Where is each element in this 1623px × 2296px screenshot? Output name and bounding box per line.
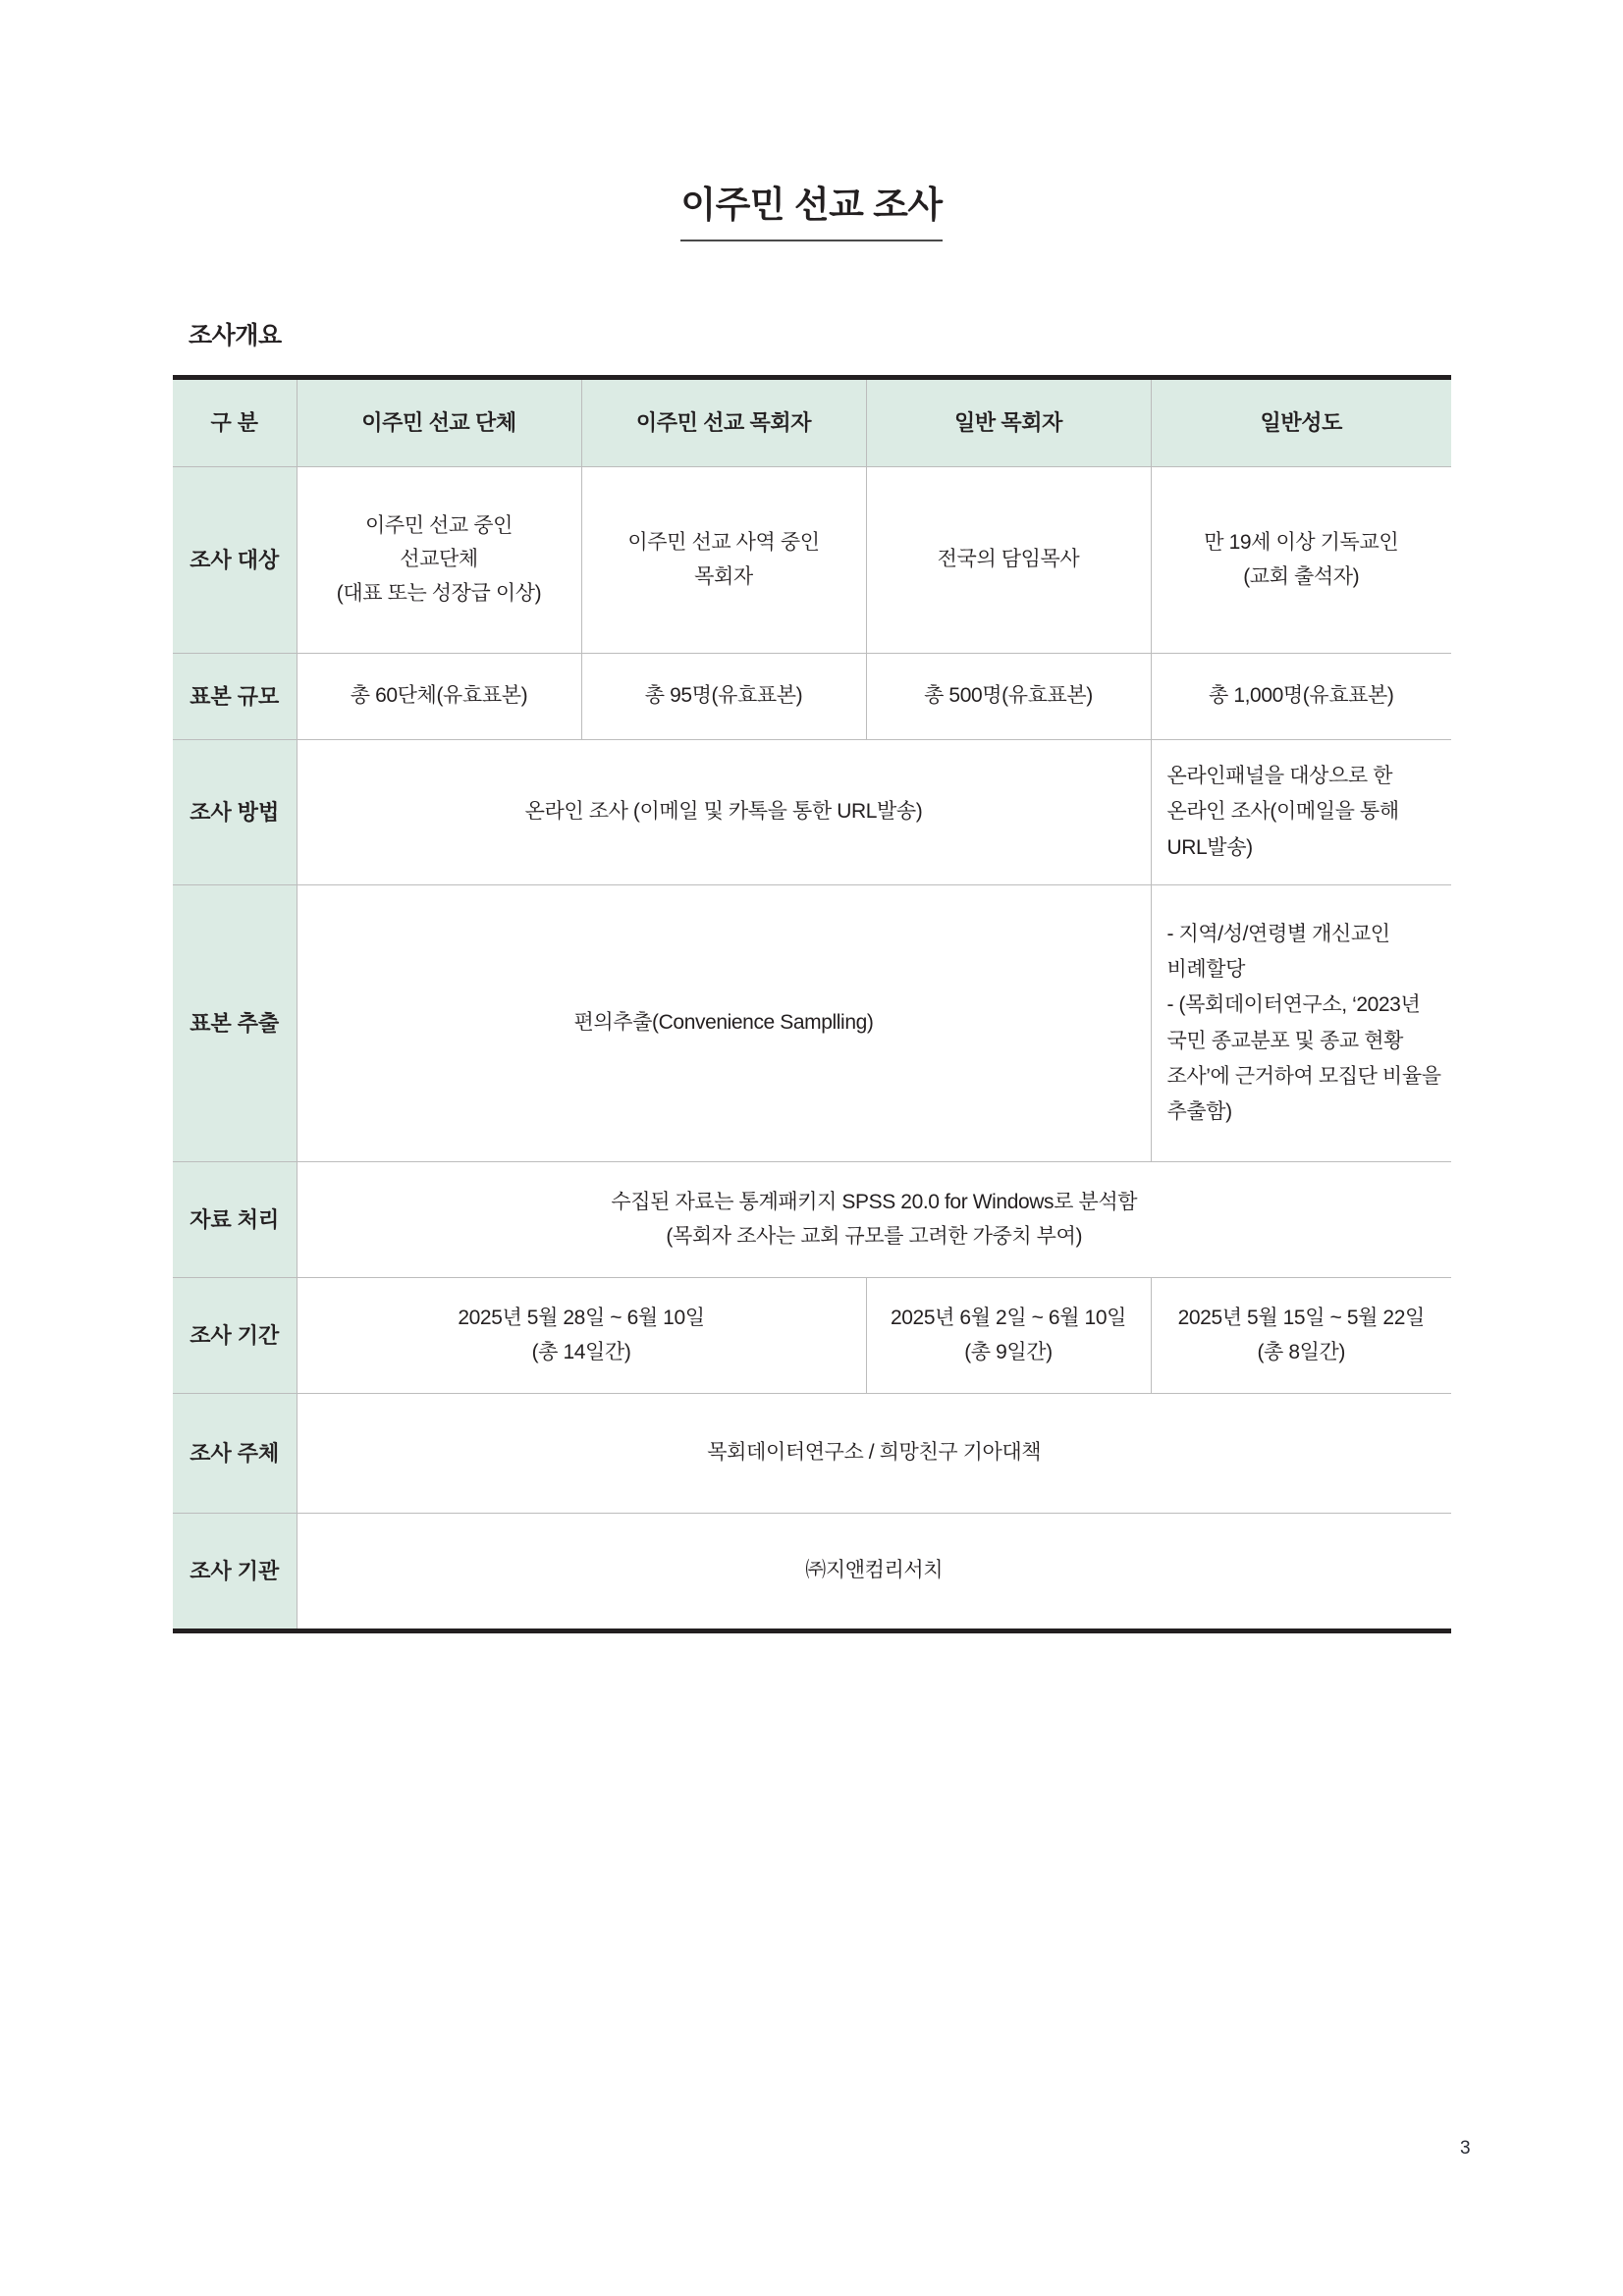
column-header-category: 구 분 [173,378,297,467]
cell-sampling-merged: 편의추출(Convenience Samplling) [297,885,1151,1162]
cell-target-general-pastor: 전국의 담임목사 [866,467,1151,654]
cell-data-processing: 수집된 자료는 통계패키지 SPSS 20.0 for Windows로 분석함 (목회자 조사는 교회 규모를 고려한 가중치 부여) [297,1162,1451,1278]
row-label-sample-size: 표본 규모 [173,654,297,740]
row-label-survey-method: 조사 방법 [173,740,297,885]
cell-sampling-general-member: - 지역/성/연령별 개신교인 비례할당 - (목회데이터연구소, ‘2023년 국민 종교분포 및 종교 현황 조사’에 근거하여 모집단 비율을 추출함) [1151,885,1451,1162]
cell-target-mission-pastor: 이주민 선교 사역 중인 목회자 [581,467,866,654]
column-header-mission-org: 이주민 선교 단체 [297,378,581,467]
cell-period-general-pastor: 2025년 6월 2일 ~ 6월 10일 (총 9일간) [866,1278,1151,1394]
cell-survey-agency: ㈜지앤컴리서치 [297,1514,1451,1631]
cell-method-general-member: 온라인패널을 대상으로 한 온라인 조사(이메일을 통해 URL발송) [1151,740,1451,885]
survey-overview-table-container [173,375,1451,1633]
column-header-general-pastor: 일반 목회자 [866,378,1151,467]
cell-sample-mission-pastor: 총 95명(유효표본) [581,654,866,740]
cell-sample-mission-org: 총 60단체(유효표본) [297,654,581,740]
table-row-survey-target [173,467,1451,654]
row-label-survey-period: 조사 기간 [173,1278,297,1394]
row-label-sampling: 표본 추출 [173,885,297,1162]
row-label-survey-agency: 조사 기관 [173,1514,297,1631]
cell-method-merged: 온라인 조사 (이메일 및 카톡을 통한 URL발송) [297,740,1151,885]
table-row-survey-period [173,1278,1451,1394]
table-row-sample-size [173,654,1451,740]
table-row-sampling [173,885,1451,1162]
cell-period-mission: 2025년 5월 28일 ~ 6월 10일 (총 14일간) [297,1278,866,1394]
table-row-survey-agency [173,1514,1451,1631]
cell-sample-general-member: 총 1,000명(유효표본) [1151,654,1451,740]
section-heading: 조사개요 [189,322,282,349]
row-label-survey-organizer: 조사 주체 [173,1394,297,1514]
cell-survey-organizer: 목회데이터연구소 / 희망친구 기아대책 [297,1394,1451,1514]
row-label-survey-target: 조사 대상 [173,467,297,654]
table-row-survey-method [173,740,1451,885]
page-title: 이주민 선교 조사 [680,183,942,241]
cell-target-mission-org: 이주민 선교 중인 선교단체 (대표 또는 성장급 이상) [297,467,581,654]
cell-target-general-member: 만 19세 이상 기독교인 (교회 출석자) [1151,467,1451,654]
column-header-mission-pastor: 이주민 선교 목회자 [581,378,866,467]
column-header-general-member: 일반성도 [1151,378,1451,467]
document-title-container [0,183,1623,241]
survey-overview-table [173,375,1451,1633]
row-label-data-processing: 자료 처리 [173,1162,297,1278]
page-number: 3 [1460,2138,1471,2159]
cell-period-general-member: 2025년 5월 15일 ~ 5월 22일 (총 8일간) [1151,1278,1451,1394]
table-row-survey-organizer [173,1394,1451,1514]
cell-sample-general-pastor: 총 500명(유효표본) [866,654,1151,740]
table-row-data-processing [173,1162,1451,1278]
table-header-row [173,378,1451,467]
